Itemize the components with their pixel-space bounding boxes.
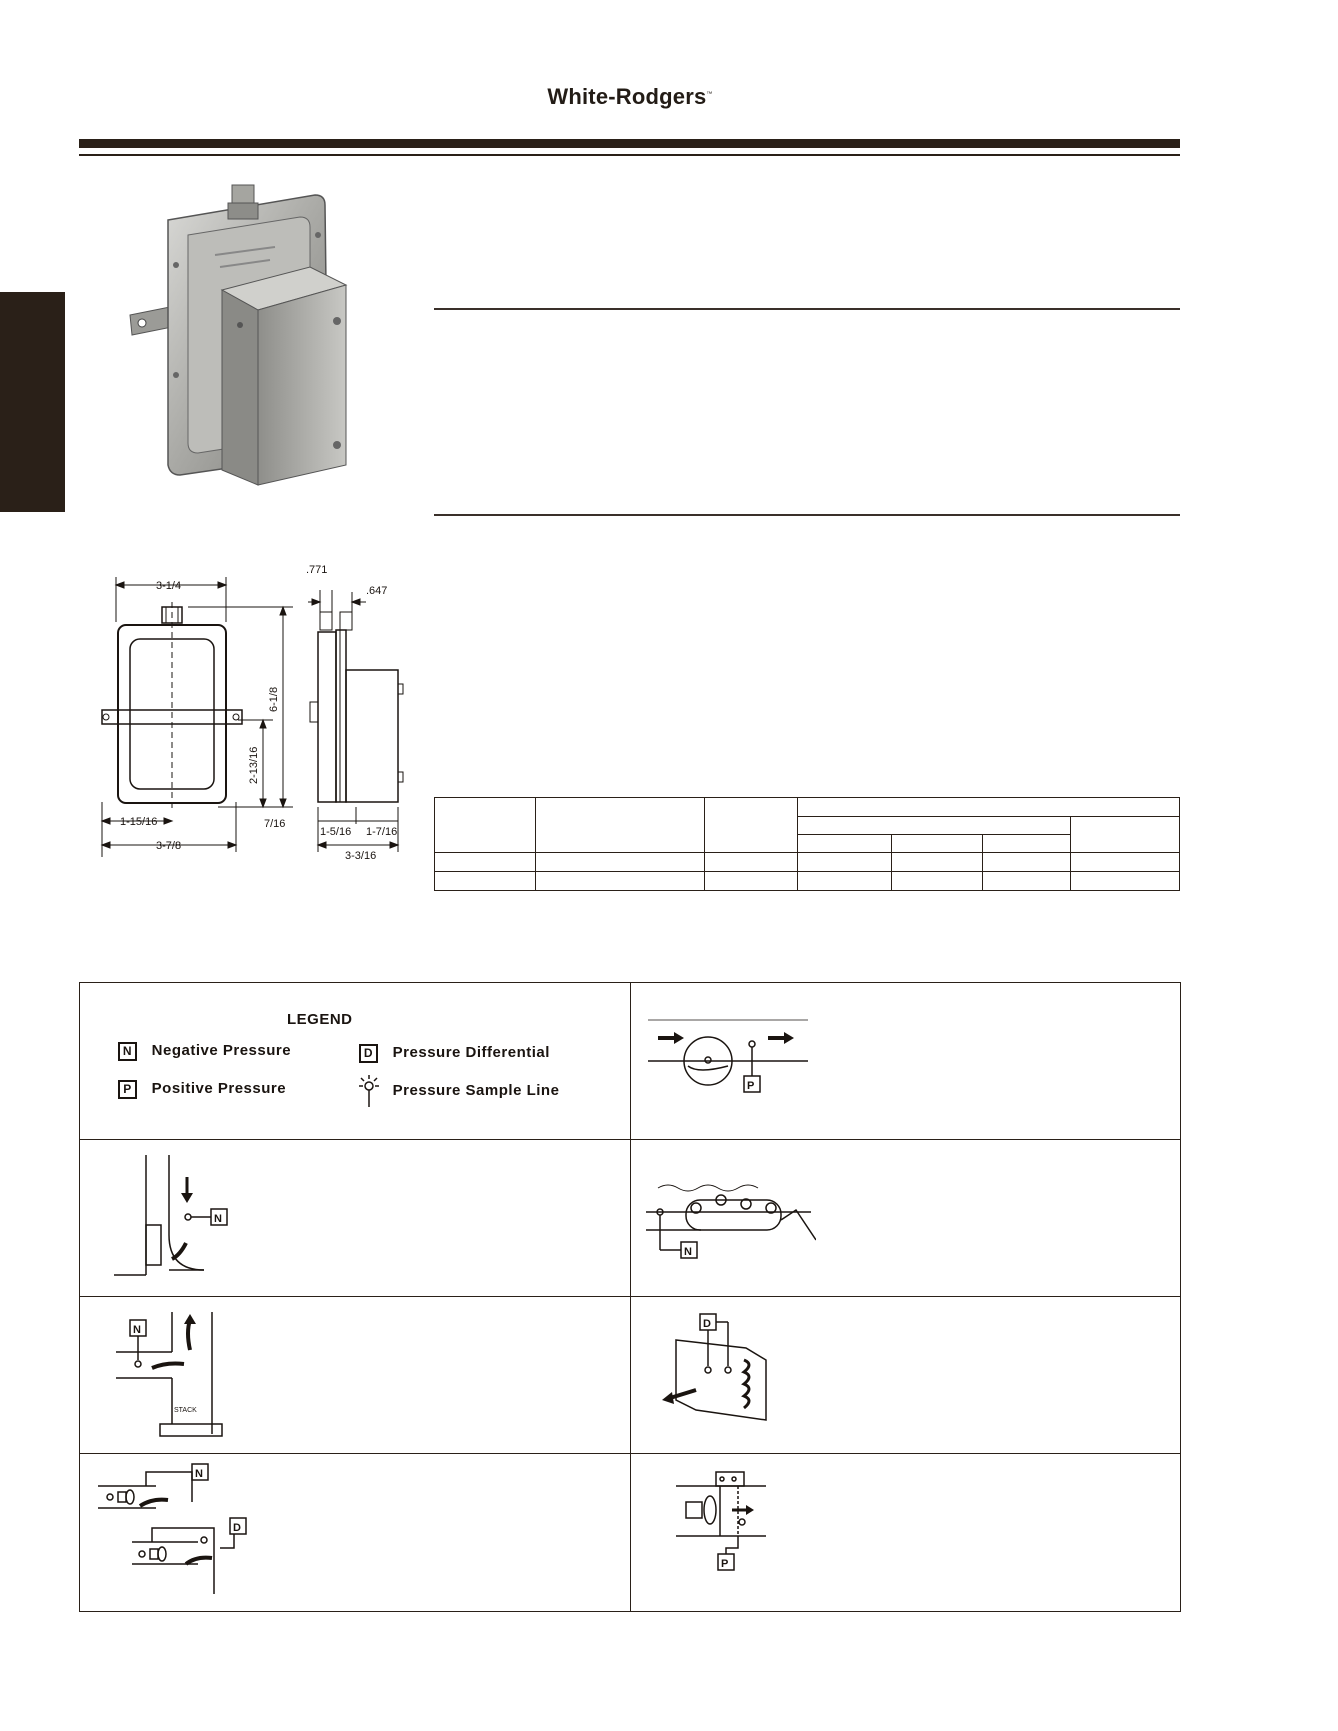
spec-cell — [798, 817, 1071, 835]
spec-cell — [435, 798, 536, 853]
dim-height-total: 6-1/8 — [268, 686, 280, 712]
header-rule-thick — [79, 139, 1180, 148]
diagram-fans-negative-differential — [96, 1462, 266, 1602]
spec-cell — [983, 835, 1071, 853]
dim-width-top: 3-1/4 — [156, 580, 182, 592]
spec-cell — [1071, 817, 1180, 853]
header-rule-thin — [79, 154, 1180, 156]
legend-label: Negative Pressure — [151, 1042, 292, 1059]
legend-label: Positive Pressure — [151, 1080, 287, 1097]
diagram-coil-differential — [656, 1310, 776, 1430]
section-rule-2 — [434, 514, 1180, 516]
brand-logo: White-Rodgers™ — [547, 84, 713, 109]
grid-divider-vertical — [630, 982, 631, 1612]
diagram-positive-flow — [648, 1016, 818, 1116]
dim-side-b: .647 — [366, 585, 388, 597]
diagram-label-d: D — [703, 1318, 711, 1330]
dim-width-bottom: 3-7/8 — [156, 840, 182, 852]
diagram-label-stack: STACK — [174, 1407, 197, 1414]
diagram-stack-negative — [116, 1312, 236, 1444]
diagram-label-p: P — [747, 1080, 755, 1092]
diagram-duct-negative — [114, 1155, 244, 1285]
brand-name: White-Rodgers — [547, 84, 707, 109]
dim-side-a: .771 — [306, 564, 328, 576]
pressure-sample-icon — [356, 1074, 382, 1108]
legend-symbol-n: N — [118, 1042, 137, 1061]
grid-divider-2 — [79, 1296, 1180, 1297]
legend-item-sample — [356, 1074, 559, 1108]
legend-item-negative — [118, 1042, 291, 1061]
dimension-drawing — [88, 562, 428, 872]
dim-side-total: 3-3/16 — [345, 850, 377, 862]
spec-cell — [798, 835, 892, 853]
diagram-blower-positive — [676, 1462, 776, 1582]
side-section-tab — [0, 292, 65, 512]
dim-bottom-gap: 7/16 — [264, 818, 286, 830]
diagram-rollers-negative — [646, 1180, 816, 1270]
legend-label: Pressure Differential — [392, 1044, 550, 1061]
legend-symbol-p: P — [118, 1080, 137, 1099]
legend-item-differential — [359, 1044, 550, 1063]
diagram-label-n: N — [214, 1213, 222, 1225]
diagram-label-n: N — [133, 1324, 141, 1336]
grid-divider-3 — [79, 1453, 1180, 1454]
diagram-label-n: N — [684, 1246, 692, 1258]
spec-cell — [892, 835, 983, 853]
legend-title: LEGEND — [287, 1011, 353, 1028]
product-photo — [110, 175, 370, 495]
spec-cell — [705, 798, 798, 853]
diagram-label-p: P — [721, 1558, 729, 1570]
grid-divider-1 — [79, 1139, 1180, 1140]
dim-side-d: 1-7/16 — [366, 826, 398, 838]
spec-cell — [536, 798, 705, 853]
diagram-label-d: D — [233, 1522, 241, 1534]
spec-cell — [435, 853, 536, 872]
dim-offset-left: 1-15/16 — [120, 816, 158, 828]
dim-height-mount: 2-13/16 — [248, 746, 260, 784]
spec-cell — [435, 872, 536, 891]
spec-cell — [798, 798, 1180, 817]
spec-table — [434, 797, 1180, 891]
dim-side-c: 1-5/16 — [320, 826, 352, 838]
legend-item-positive — [118, 1080, 286, 1099]
section-rule-1 — [434, 308, 1180, 310]
legend-symbol-d: D — [359, 1044, 378, 1063]
diagram-label-n: N — [195, 1468, 203, 1480]
legend-label: Pressure Sample Line — [392, 1081, 560, 1099]
